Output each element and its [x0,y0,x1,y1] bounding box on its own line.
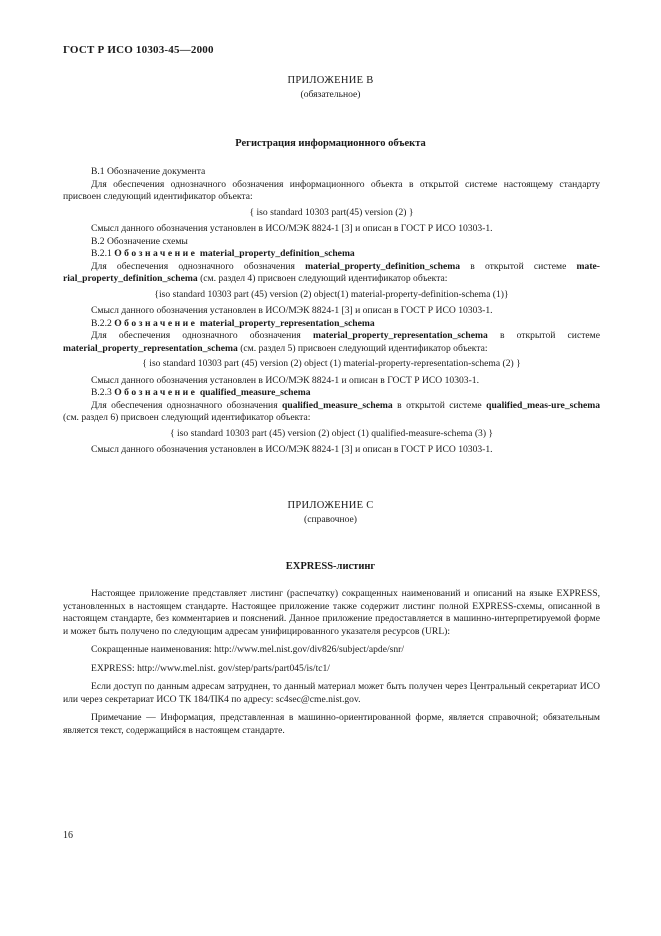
b21-designation-word: Обозначение [114,248,198,259]
annex-c-express-url: EXPRESS: http://www.mel.nist. gov/step/parts/part045/is/tc1/ [91,662,330,674]
page-number: 16 [63,830,73,841]
annex-c-access-info: Если доступ по данным адресам затруднен, то данный материал может быть получен через Центральный секретариат ИСО или через секретариат ИСО ТК 184/ПК4 по адресу: sc4sec@cme.nist.gov. [63,681,600,705]
annex-b-subtitle: (обязательное) [300,89,361,100]
annex-c-subtitle: (справочное) [304,514,357,525]
annex-c-note: Примечание — Информация, представленная в машинно-ориентированной форме, является справочной; обязательным является текст, содержащийся в настоящем стандарте. [63,712,600,736]
annex-c-section-title: EXPRESS-листинг [285,561,376,572]
b2-heading: В.2 Обозначение схемы [91,235,188,247]
b1-meaning: Смысл данного обозначения установлен в ИСО/МЭК 8824-1 [3] и описан в ГОСТ Р ИСО 10303-1. [91,223,493,234]
b23-number: В.2.3 [91,387,112,398]
b23-meaning: Смысл данного обозначения установлен в ИСО/МЭК 8824-1 [3] и описан в ГОСТ Р ИСО 10303-1. [91,444,493,455]
b23-designation-word: Обозначение [114,387,198,398]
b23-schema-name: qualified_measure_schema [199,387,311,398]
b23-heading [63,387,600,400]
b22-designation-word: Обозначение [114,317,198,329]
annex-c-short-names-url: Сокращенные наименования: http://www.mel.nist.gov/div826/subject/apde/snr/ [91,644,405,655]
b22-meaning: Смысл данного обозначения установлен в ИСО/МЭК 8824-1 и описан в ГОСТ Р ИСО 10303-1. [91,374,479,386]
document-code: ГОСТ Р ИСО 10303-45—2000 [63,44,214,56]
b21-formula: {iso standard 10303 part (45) version (2) object(1) material-property-definition-schema (1)} [154,288,509,300]
b21-schema-name: material_property_definition_schema [199,248,355,259]
b22-schema-name: material_property_representation_schema [199,317,375,329]
b22-heading [63,318,600,331]
annex-c-title: ПРИЛОЖЕНИЕ С [287,500,374,511]
annex-c-intro: Настоящее приложение представляет листинг (распечатку) сокращенных наименований и описаний на языке EXPRESS, установленных в настоящем стандарте. Настоящее приложение также содержит листинг полной EXPRESS-схемы, описанной в настоящем стандарте, без комментариев и пояснений. Данное приложение предоставляется в машинно-интерпретируемой форме и может быть получено по следующим адресам унифицированного указателя ресурсов (URL): [63,588,600,637]
b21-heading [63,248,600,261]
b23-text: Для обеспечения однозначного обозначения qualified_measure_schema в открытой системе qualified_meas-ure_schema (см. раздел 6) присвоен следующий идентификатор объекта: [63,399,600,423]
annex-b-section-title: Регистрация информационного объекта [235,138,426,149]
b1-heading: В.1 Обозначение документа [91,166,206,177]
b1-formula: { iso standard 10303 part(45) version (2) } [249,206,414,218]
b23-formula: { iso standard 10303 part (45) version (2) object (1) qualified-measure-schema (3) } [169,427,494,439]
b22-number: В.2.2 [91,317,112,329]
b1-text: Для обеспечения однозначного обозначения информационного объекта в открытой системе настоящему стандарту присвоен следующий идентификатор объекта: [63,178,600,202]
b22-text: Для обеспечения однозначного обозначения material_property_representation_schema в открытой системе material_property_representation_schema (см. раздел 5) присвоен следующий идентификатор объекта: [63,330,600,354]
annex-b-body [63,166,600,457]
b21-meaning: Смысл данного обозначения установлен в ИСО/МЭК 8824-1 [3] и описан в ГОСТ Р ИСО 10303-1. [91,305,493,316]
b21-text: Для обеспечения однозначного обозначения material_property_definition_schema в открытой системе mate-rial_property_definition_schema (см. раздел 4) присвоен следующий идентификатор объекта: [63,260,600,284]
b22-formula: { iso standard 10303 part (45) version (2) object (1) material-property-representation-schema (2) } [142,358,521,369]
annex-c-body [63,588,600,743]
annex-b-title: ПРИЛОЖЕНИЕ В [287,75,374,86]
b21-number: В.2.1 [91,248,112,259]
